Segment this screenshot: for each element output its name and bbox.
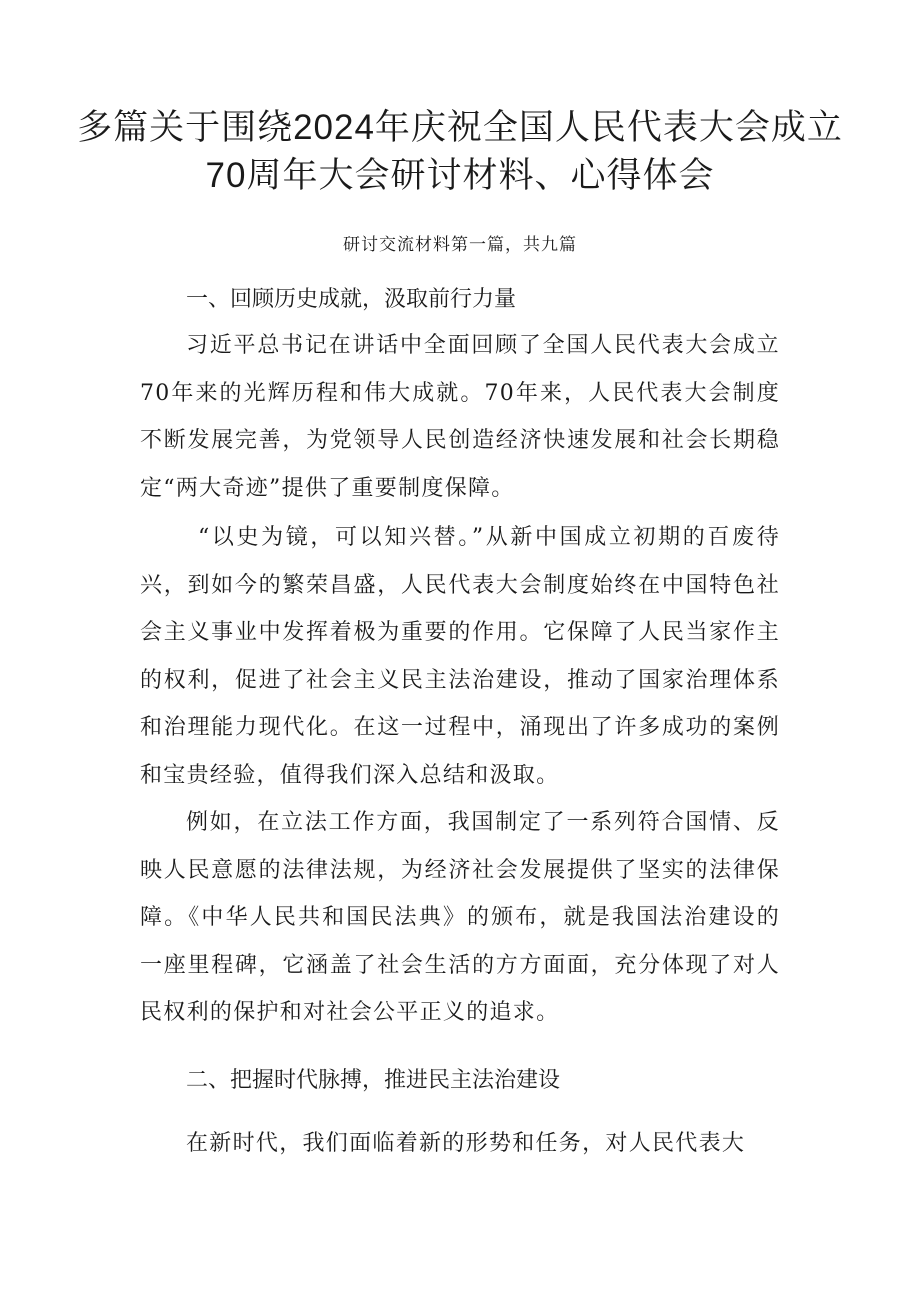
document-title: 多篇关于围绕2024年庆祝全国人民代表大会成立70周年大会研讨材料、心得体会 [77, 108, 843, 195]
section-1-paragraph-2: “以史为镜，可以知兴替。”从新中国成立初期的百废待兴，到如今的繁荣昌盛，人民代表大会制度始终在中国特色社会主义事业中发挥着极为重要的作用。它保障了人民当家作主的权利，促进了社会主义民主法治建设，推动了国家治理体系和治理能力现代化。在这一过程中，涌现出了许多成功的案例和宝贵经验，值得我们深入总结和汲取。 [140, 525, 780, 788]
section-1-paragraph-1: 习近平总书记在讲话中全面回顾了全国人民代表大会成立70年来的光辉历程和伟大成就。70年来，人民代表大会制度不断发展完善，为党领导人民创造经济快速发展和社会长期稳定“两大奇迹”提供了重要制度保障。 [140, 333, 780, 501]
section-2-paragraph-1: 在新时代，我们面临着新的形势和任务，对人民代表大 [186, 1131, 746, 1156]
section-heading-2: 二、把握时代脉搏，推进民主法治建设 [186, 1067, 561, 1092]
section-heading-1: 一、回顾历史成就，汲取前行力量 [186, 286, 517, 311]
section-1-paragraph-3: 例如，在立法工作方面，我国制定了一系列符合国情、反映人民意愿的法律法规，为经济社会发展提供了坚实的法律保障。《中华人民共和国民法典》的颁布，就是我国法治建设的一座里程碑，它涵盖了社会生活的方方面面，充分体现了对人民权利的保护和对社会公平正义的追求。 [140, 810, 780, 1025]
document-subtitle: 研讨交流材料第一篇，共九篇 [343, 235, 577, 255]
